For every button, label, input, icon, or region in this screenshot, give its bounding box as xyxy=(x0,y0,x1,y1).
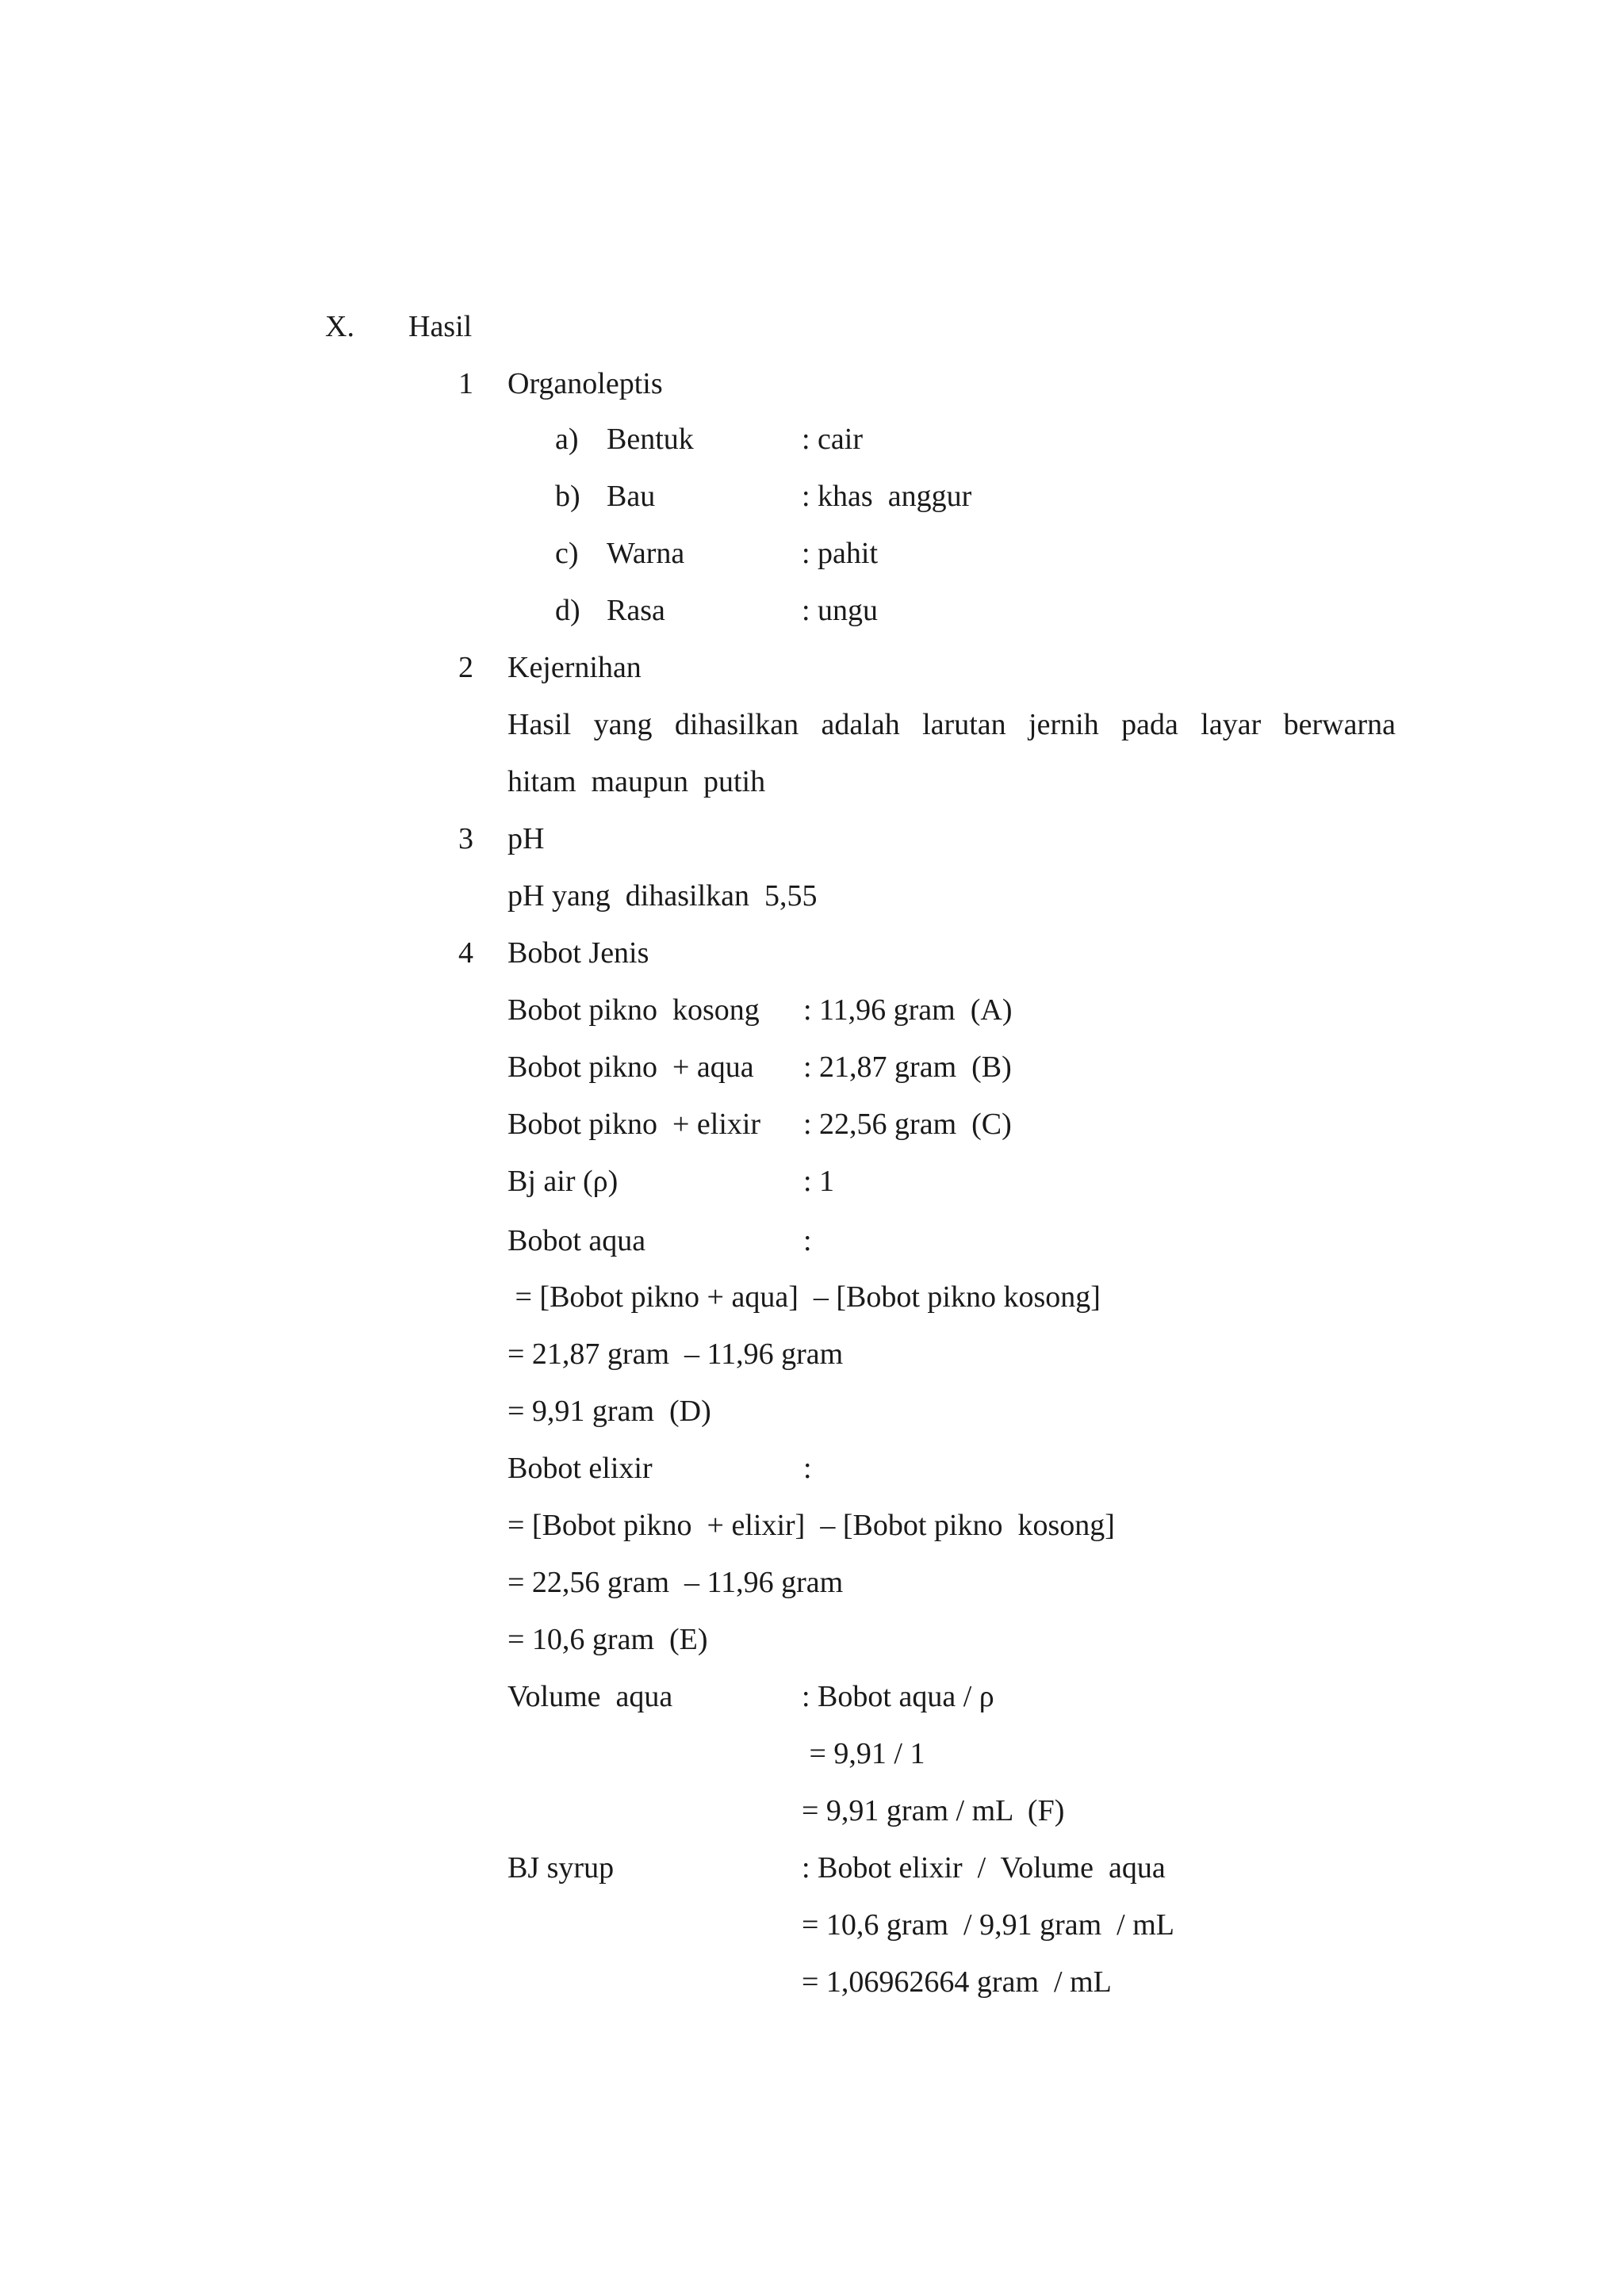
measure-value: : 1 xyxy=(803,1165,835,1198)
calc-line: = 21,87 gram – 11,96 gram xyxy=(508,1337,844,1371)
paragraph-line: hitam maupun putih xyxy=(508,765,766,798)
calc-line: = 10,6 gram (E) xyxy=(508,1623,708,1656)
paragraph-line: Hasil yang dihasilkan adalah larutan jernih pada layar berwarna xyxy=(508,708,1396,741)
item-title: pH xyxy=(508,822,545,855)
calc-label: Volume aqua xyxy=(508,1680,673,1713)
list-value: : khas anggur xyxy=(802,480,972,513)
calc-line: = 1,06962664 gram / mL xyxy=(802,1965,1112,1999)
calc-line: = [Bobot pikno + elixir] – [Bobot pikno kosong] xyxy=(508,1509,1115,1542)
item-number: 4 xyxy=(458,936,473,970)
calc-label: Bobot aqua xyxy=(508,1224,646,1257)
measure-label: Bobot pikno + aqua xyxy=(508,1050,754,1084)
calc-line: = 9,91 gram (D) xyxy=(508,1395,711,1428)
measure-value: : 11,96 gram (A) xyxy=(803,993,1013,1027)
item-number: 1 xyxy=(458,367,473,400)
item-title: Kejernihan xyxy=(508,651,642,684)
calc-line: = [Bobot pikno + aqua] – [Bobot pikno kosong] xyxy=(508,1280,1101,1314)
list-label: Warna xyxy=(607,537,685,570)
measure-label: Bobot pikno + elixir xyxy=(508,1108,761,1141)
item-number: 2 xyxy=(458,651,473,684)
calc-line: : Bobot aqua / ρ xyxy=(802,1680,994,1713)
item-title: Bobot Jenis xyxy=(508,936,649,970)
item-title: Organoleptis xyxy=(508,367,663,400)
list-value: : ungu xyxy=(802,594,879,627)
measure-label: Bj air (ρ) xyxy=(508,1165,619,1198)
list-letter: a) xyxy=(555,423,579,456)
list-value: : cair xyxy=(802,423,864,456)
calc-line: = 10,6 gram / 9,91 gram / mL xyxy=(802,1908,1174,1942)
list-letter: b) xyxy=(555,480,580,513)
measure-value: : 21,87 gram (B) xyxy=(803,1050,1012,1084)
measure-label: Bobot pikno kosong xyxy=(508,993,760,1027)
list-letter: c) xyxy=(555,537,579,570)
item-number: 3 xyxy=(458,822,473,855)
list-label: Rasa xyxy=(607,594,665,627)
calc-colon: : xyxy=(803,1224,812,1257)
list-label: Bentuk xyxy=(607,423,694,456)
list-letter: d) xyxy=(555,594,580,627)
paragraph-line: pH yang dihasilkan 5,55 xyxy=(508,879,818,913)
section-title: Hasil xyxy=(408,310,473,343)
section-number: X. xyxy=(325,310,354,343)
calc-line: = 22,56 gram – 11,96 gram xyxy=(508,1566,844,1599)
measure-value: : 22,56 gram (C) xyxy=(803,1108,1012,1141)
calc-label: Bobot elixir xyxy=(508,1452,653,1485)
calc-line: : Bobot elixir / Volume aqua xyxy=(802,1851,1166,1885)
calc-line: = 9,91 gram / mL (F) xyxy=(802,1794,1065,1827)
list-label: Bau xyxy=(607,480,656,513)
calc-colon: : xyxy=(803,1452,812,1485)
calc-label: BJ syrup xyxy=(508,1851,615,1885)
calc-line: = 9,91 / 1 xyxy=(802,1737,925,1770)
list-value: : pahit xyxy=(802,537,879,570)
